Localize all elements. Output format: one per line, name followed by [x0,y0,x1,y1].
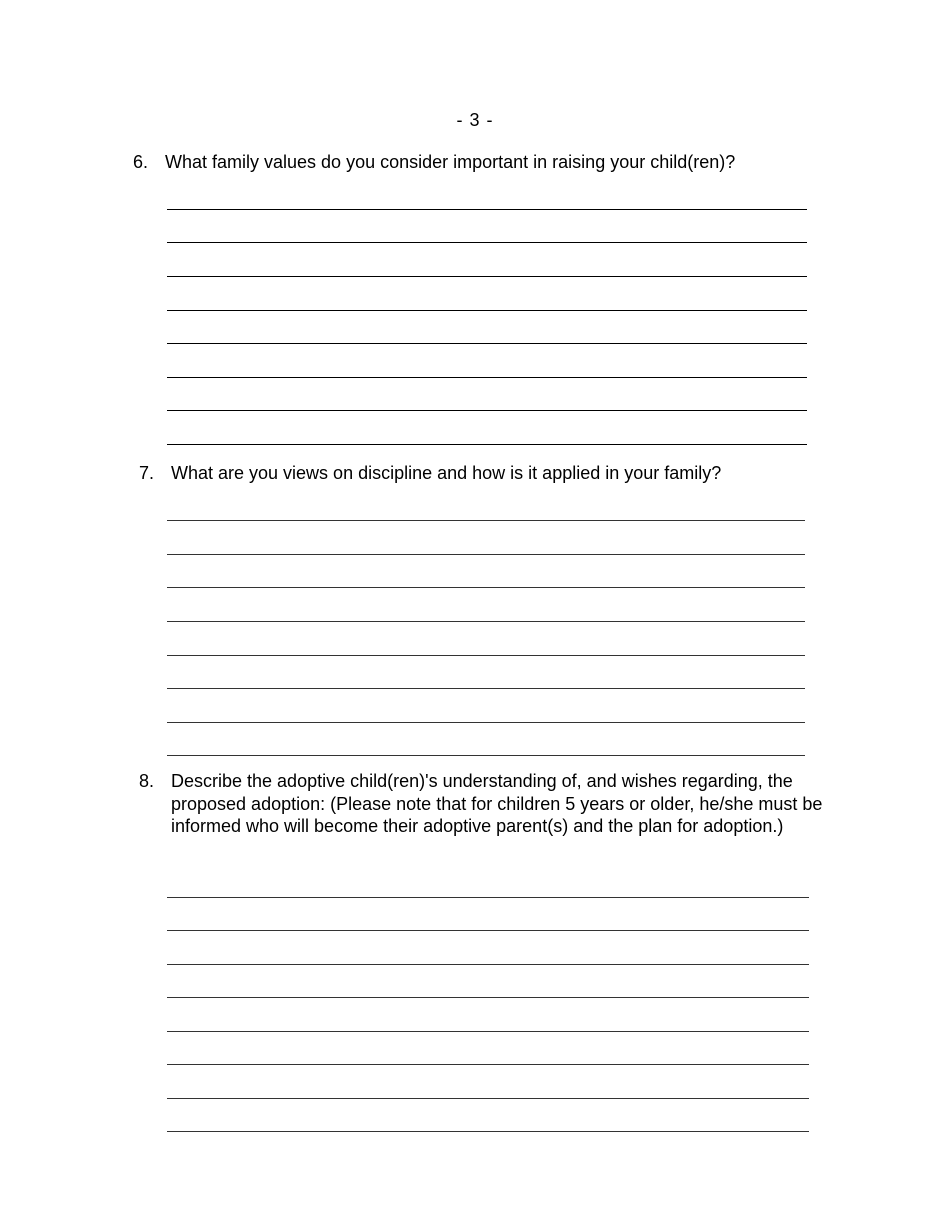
answer-line[interactable] [167,688,805,689]
answer-line[interactable] [167,587,805,588]
page-number: - 3 - [456,110,494,130]
question-6 [133,151,833,175]
question-7-text: What are you views on discipline and how is it applied in your family? [171,463,722,483]
question-6-text: What family values do you consider important in raising your child(ren)? [165,152,736,172]
question-8 [139,770,829,862]
answer-line[interactable] [167,1131,809,1132]
answer-line[interactable] [167,930,809,931]
answer-line[interactable] [167,410,807,411]
answer-line[interactable] [167,897,809,898]
answer-line[interactable] [167,520,805,521]
question-7-number: 7. [139,463,155,483]
answer-line[interactable] [167,964,809,965]
answer-line[interactable] [167,554,805,555]
answer-line[interactable] [167,1098,809,1099]
answer-line[interactable] [167,377,807,378]
question-7 [139,462,839,486]
question-6-number: 6. [133,152,149,172]
question-8-number: 8. [139,771,155,791]
answer-line[interactable] [167,276,807,277]
answer-line[interactable] [167,997,809,998]
answer-line[interactable] [167,310,807,311]
answer-line[interactable] [167,1031,809,1032]
answer-line[interactable] [167,242,807,243]
answer-line[interactable] [167,655,805,656]
answer-line[interactable] [167,343,807,344]
answer-line[interactable] [167,1064,809,1065]
answer-line[interactable] [167,444,807,445]
answer-line[interactable] [167,209,807,210]
question-8-text: Describe the adoptive child(ren)'s understanding of, and wishes regarding, the proposed adoption: (Please note that for children 5 years or older, he/she must be informed who will become their adoptive parent(s) and the plan for adoption.) [171,771,823,836]
answer-line[interactable] [167,755,805,756]
answer-line[interactable] [167,621,805,622]
answer-line[interactable] [167,722,805,723]
